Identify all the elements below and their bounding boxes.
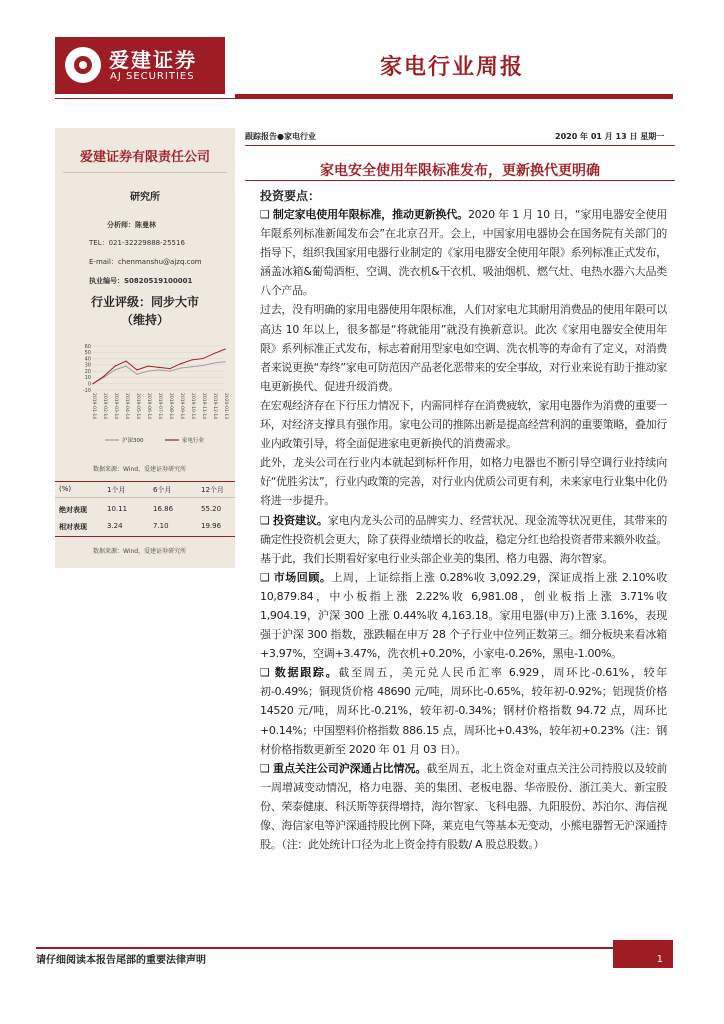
x-tick-label: 2019-07-14	[157, 393, 162, 420]
x-tick-label: 2019-01-14	[91, 393, 96, 420]
paragraph	[260, 663, 667, 758]
x-tick-label: 2019-04-14	[124, 393, 129, 420]
table-divider	[55, 497, 235, 498]
data-point	[213, 353, 214, 354]
license-number: 执业编号：S0820519100001	[89, 277, 193, 285]
paragraph-text: 截至周五，美元兑人民币汇率 6.929，周环比-0.61%，较年初-0.49%；铜现货价格 48690 元/吨，周环比-0.65%，较年初-0.92%；铝现货价格 14520 元/吨，周环比-0.21%，较年初-0.34%；钢材价格指数 94.72 点，周环比+0.14%；中国塑料价格指数 886.15 点，周环比+0.43%，较年初+0.23%（注：钢材价格指数更新至 2020 年 01 月 03 日）。	[260, 666, 667, 756]
table-cell: 10.11	[107, 505, 128, 513]
header-thin-rule	[55, 98, 673, 99]
y-tick-label: 50	[84, 350, 91, 357]
x-tick-label: 2019-05-14	[135, 393, 140, 420]
table-header-row	[55, 485, 235, 502]
row-label: 相对表现	[59, 523, 87, 531]
data-point	[180, 367, 181, 368]
paragraph-text: 此外，龙头公司在行业内本就起到标杆作用，如格力电器也不断引导空调行业持续向好“优胜劣汰”，行业内政策的完善，对行业内优质公司更有利，未来家电行业集中化仍将进一步提升。	[260, 456, 667, 508]
bullet-icon: ❑	[260, 208, 273, 221]
analyst-tel: TEL：021-32229888-25516	[89, 239, 185, 247]
bullet-icon: ❑	[260, 666, 275, 680]
data-point	[224, 349, 225, 350]
data-point	[136, 374, 137, 375]
paragraph	[260, 205, 667, 300]
paragraph-lead: 重点关注公司沪深通占比情况。	[273, 761, 427, 775]
paragraph-text: 截至周五，北上资金对重点关注公司持股以及较前一周增减变动情况，格力电器、美的集团、老板电器、华帝股份、浙江美大、新宝股份、荣泰健康、科沃斯等获得增持，海尔智家、飞科电器、九阳股份、苏泊尔、海信视像、海信家电等沪深通持股比例下降，莱克电气等基本无变动，小熊电器暂无沪深通持股。（注：此处统计口径为北上资金持有股数/ A 股总股数。）	[260, 761, 667, 852]
y-tick-label: -10	[82, 387, 91, 394]
legend-label: 沪深300	[122, 438, 144, 444]
industry-rating: 行业评级：同步大市	[90, 295, 199, 309]
paragraph-lead: 制定家电使用年限标准，推动更新换代。	[272, 208, 468, 221]
data-point	[169, 371, 170, 372]
data-point	[202, 358, 203, 359]
data-point	[147, 371, 148, 372]
x-tick-label: 2019-09-14	[179, 393, 184, 420]
paragraph	[260, 568, 667, 663]
title-rule	[245, 180, 675, 181]
data-point	[213, 362, 214, 363]
report-category: 跟踪报告●家电行业	[245, 132, 316, 141]
legal-notice: 请仔细阅读本报告尾部的重要法律声明	[36, 955, 206, 966]
x-tick-label: 2019-12-14	[212, 393, 217, 420]
department: 研究所	[130, 192, 160, 203]
logo-emblem-icon	[64, 46, 102, 84]
paragraph-text: 过去，没有明确的家用电器使用年限标准，人们对家电尤其耐用消费品的使用年限可以高达 10 年以上，很多都是“将就能用”就没有换新意识。此次《家用电器安全使用年限》系列标准正式发布，标志着耐用型家电如空调、洗衣机等的寿命有了定义，对消费者来说更换“寿终”家电可防范因产品老化恶带来的安全事故，对行业来说有助于推动家电更新换代、促进升级消费。	[260, 303, 667, 393]
sidebar	[55, 128, 235, 568]
paragraph	[260, 453, 667, 510]
y-tick-label: 60	[84, 343, 91, 350]
data-point	[114, 369, 115, 370]
paragraph-lead: 投资建议。	[273, 513, 328, 527]
company-name: 爱建证券有限责任公司	[79, 150, 210, 165]
x-tick-label: 2019-11-14	[201, 393, 206, 420]
paragraph	[260, 759, 667, 854]
data-point	[202, 365, 203, 366]
data-point	[158, 367, 159, 368]
body-text	[260, 205, 667, 854]
paragraph	[260, 300, 667, 395]
data-point	[191, 366, 192, 367]
table-header: (%)	[59, 485, 72, 493]
analyst: 分析师：陈曼林	[107, 221, 156, 229]
y-tick-label: 0	[87, 381, 91, 388]
data-point	[180, 363, 181, 364]
report-type-title: 家电行业周报	[380, 55, 525, 80]
legend-label: 家电行业	[182, 438, 205, 444]
table-cell: 7.10	[153, 522, 169, 530]
data-point	[125, 360, 126, 361]
data-point	[136, 369, 137, 370]
report-date: 2020 年 01 月 13 日 星期一	[555, 132, 665, 141]
logo-english-name: AJ SECURITIES	[110, 71, 195, 82]
section-heading: 投资要点：	[260, 189, 321, 203]
paragraph-text: 在宏观经济存在下行压力情况下，内需同样存在消费疲软，家用电器作为消费的重要一环，对经济支撑具有强作用。家电公司的推陈出新是提高经营利润的重要策略，叠加行业内政策引导，将全面促进家电更新换代的消费需求。	[260, 398, 667, 451]
data-point	[169, 368, 170, 369]
footer-rule	[36, 947, 673, 949]
series-line	[93, 349, 225, 384]
paragraph-lead: 市场回顾。	[273, 570, 332, 584]
table-cell: 55.20	[201, 505, 222, 513]
data-point	[125, 366, 126, 367]
paragraph-lead: 数据跟踪。	[274, 666, 339, 680]
data-point	[114, 366, 115, 367]
data-point	[158, 369, 159, 370]
analyst-email: E-mail：chenmanshu@ajzq.com	[89, 258, 202, 266]
table-row	[55, 505, 235, 522]
y-tick-label: 30	[84, 362, 91, 369]
logo-chinese-name: 爱建证券	[109, 48, 197, 72]
bullet-icon: ❑	[260, 513, 274, 527]
data-point	[92, 383, 93, 384]
y-tick-label: 20	[84, 368, 91, 375]
data-point	[103, 376, 104, 377]
bullet-icon: ❑	[260, 570, 274, 584]
page-number: 1	[613, 940, 673, 968]
rating-status: （维持）	[120, 313, 169, 327]
performance-chart	[75, 340, 235, 450]
table-bottom-rule	[55, 536, 235, 537]
table-header: 12个月	[201, 486, 224, 494]
table-header: 6个月	[153, 486, 172, 494]
data-point	[147, 366, 148, 367]
paragraph-text: 2020 年 1 月 10 日，“家用电器安全使用年限系列标准新闻发布会”在北京召开。会上，中国家用电器协会在国务院有关部门的指导下，组织我国家用电器行业制定的《家用电器安全使用年限》系列标准正式发布，涵盖冰箱&葡萄酒柜、空调、洗衣机&干衣机、吸油烟机、燃气灶、电热水器六大品类八个产品。	[260, 208, 667, 298]
paragraph-text: 上周，上证综指上涨 0.28%收 3,092.29，深证成指上涨 2.10%收 10,879.84，中小板指上涨 2.22%收 6,981.08，创业板指上涨 3.71%收 1,904.19，沪深 300 上涨 0.44%收 4,163.18。家用电器(申万)上涨 3.16%，表现强于沪深 300 指数，涨跌幅在申万 28 个子行业中位列正数第三。细分板块来看冰箱+3.97%，空调+3.47%，洗衣机+0.20%，小家电-0.26%，黑电-1.00%。	[260, 570, 667, 661]
table-cell: 3.24	[107, 522, 123, 530]
x-tick-label: 2019-03-14	[113, 393, 118, 420]
document-title: 家电安全使用年限标准发布，更新换代更明确	[320, 163, 600, 179]
table-top-rule	[55, 481, 235, 482]
chart-source: 数据来源：Wind，爱建证券研究所	[93, 466, 187, 473]
divider	[63, 172, 227, 173]
paragraph	[260, 396, 667, 453]
table-header: 1个月	[107, 486, 126, 494]
row-label: 绝对表现	[59, 506, 87, 514]
data-point	[224, 361, 225, 362]
x-tick-label: 2019-02-14	[102, 393, 107, 420]
paragraph	[260, 511, 667, 568]
y-tick-label: 10	[84, 375, 91, 382]
y-tick-label: 40	[84, 356, 91, 363]
table-cell: 16.86	[153, 505, 174, 513]
x-tick-label: 2020-01-13	[223, 393, 228, 420]
x-tick-label: 2019-08-14	[168, 393, 173, 420]
meta-rule	[245, 145, 675, 146]
x-tick-label: 2019-06-14	[146, 393, 151, 420]
table-source: 数据来源：Wind，爱建证券研究所	[93, 548, 187, 555]
data-point	[191, 359, 192, 360]
bullet-icon: ❑	[260, 761, 274, 775]
paragraph-text: 家电内龙头公司的品牌实力、经营状况、现金流等状况更佳，其带来的确定性投资机会更大，除了获得业绩增长的收益，稳定分红也给投资者带来额外收益。基于此，我们长期看好家电行业头部企业美的集团、格力电器、海尔智家。	[260, 513, 668, 565]
x-tick-label: 2019-10-14	[190, 393, 195, 420]
company-logo	[55, 37, 225, 94]
table-cell: 19.96	[201, 522, 222, 530]
